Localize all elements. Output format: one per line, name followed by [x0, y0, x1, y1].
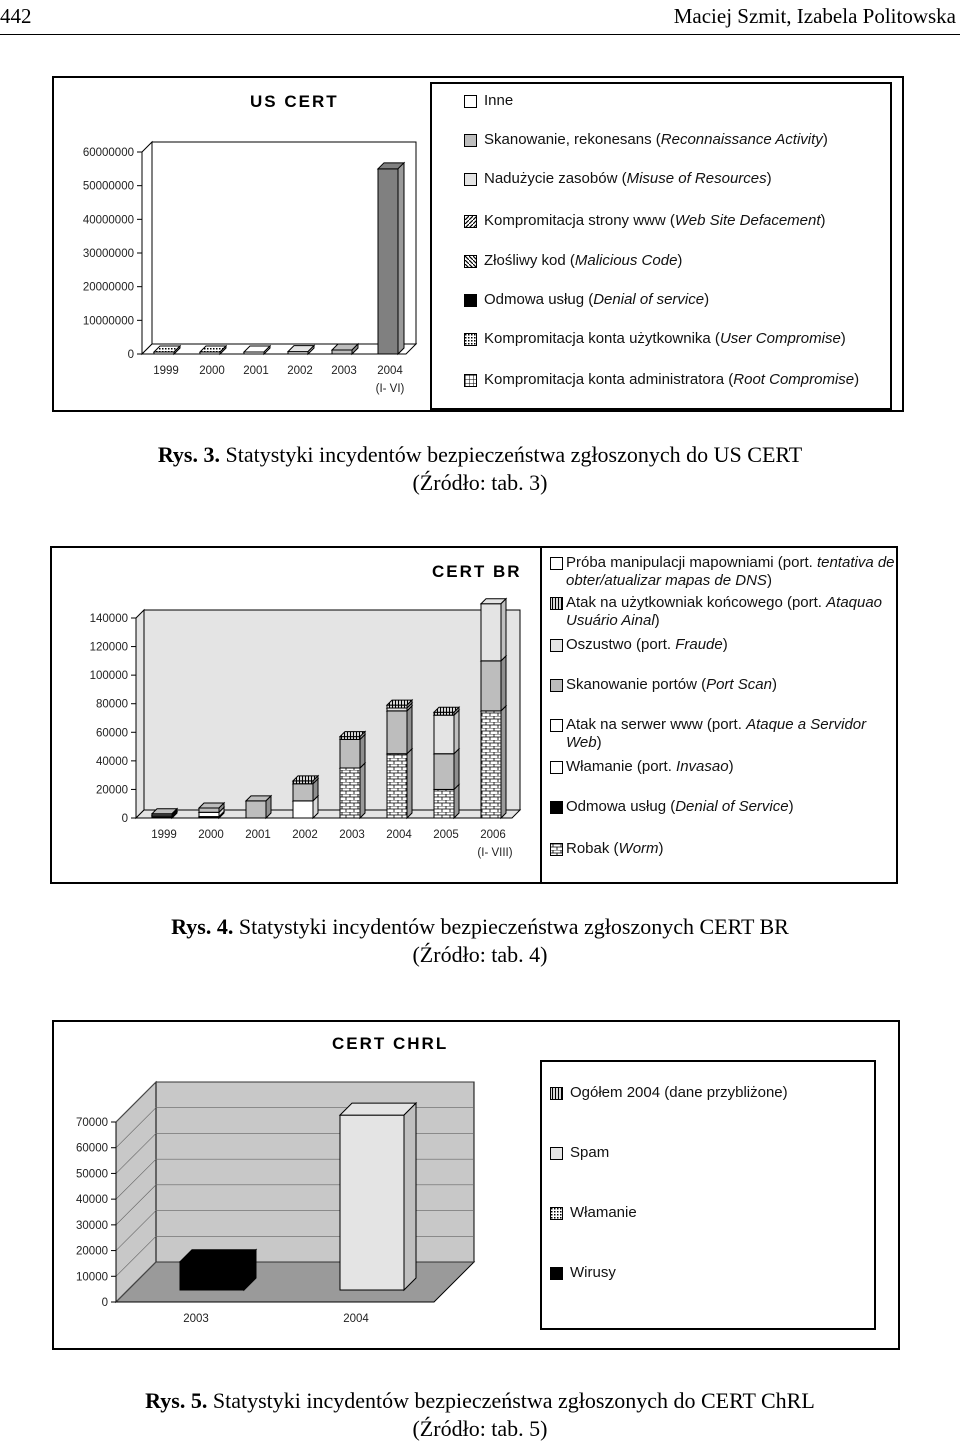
legend-label: Skanowanie portów (Port Scan) [566, 676, 777, 693]
bar-2002 [293, 776, 318, 818]
caption-label: Rys. 5. [145, 1388, 208, 1413]
swatch-fill [551, 1148, 562, 1159]
legend-label: Wirusy [570, 1264, 616, 1281]
bar-side [501, 599, 506, 661]
legend-label: Oszustwo (port. Fraude) [566, 636, 728, 653]
legend-swatch [550, 761, 563, 774]
swatch-fill [551, 1088, 562, 1099]
bar-face [332, 350, 352, 354]
figure-caption-4 [0, 914, 960, 940]
y-tick-label: 100000 [89, 670, 128, 683]
bar-side [454, 710, 459, 754]
x-tick-label: 2002 [287, 365, 313, 377]
x-tick-sublabel: (I- VIII) [477, 847, 513, 859]
floor [116, 1262, 474, 1302]
bar-side [454, 749, 459, 790]
bar-face [387, 711, 407, 754]
legend-swatch [550, 843, 563, 856]
y-tick-label: 20000 [96, 784, 128, 797]
x-tick-label: 2003 [339, 829, 365, 841]
bar-face [199, 808, 219, 812]
swatch-rect [551, 640, 562, 651]
bar-2003 [332, 344, 358, 354]
legend-swatch [464, 134, 477, 147]
caption-text: Statystyki incydentów bezpieczeństwa zgłoszonych CERT BR [238, 914, 789, 939]
y-tick-label: 60000 [96, 727, 128, 740]
swatch-fill [551, 720, 562, 731]
legend-label: Kompromitacja konta użytkownika (User Compromise) [484, 330, 846, 347]
bar-side [407, 706, 412, 754]
swatch-fill [465, 216, 476, 227]
legend-label: Atak na użytkowniak końcowego (port. Ataquao Usuário Ainal) [566, 594, 883, 629]
y-tick-label: 10000 [76, 1271, 108, 1284]
caption-text: Statystyki incydentów bezpieczeństwa zgłoszonych do US CERT [225, 442, 803, 467]
y-tick-label: 140000 [89, 613, 128, 625]
swatch-fill [465, 334, 476, 345]
legend-swatch [550, 639, 563, 652]
legend-swatch [550, 679, 563, 692]
swatch-fill [551, 558, 562, 569]
swatch-rect [551, 1208, 562, 1219]
legend-swatch [550, 1147, 563, 1160]
x-tick-label: 2002 [292, 829, 318, 841]
y-tick-label: 40000 [76, 1194, 108, 1207]
bar-2003 [180, 1250, 256, 1290]
bar-side [501, 656, 506, 711]
swatch-rect [551, 680, 562, 691]
bar-face [481, 661, 501, 711]
swatch-rect [551, 598, 562, 609]
bar-side [501, 706, 506, 818]
swatch-fill [465, 375, 476, 386]
y-tick-label: 20000000 [82, 281, 134, 294]
legend-label: Atak na serwer www (port. Ataque a Servidor Web) [566, 716, 867, 751]
floor [136, 810, 520, 818]
y-tick-label: 30000 [76, 1219, 108, 1232]
legend-swatch [464, 374, 477, 387]
y-tick-label: 60000000 [82, 147, 134, 159]
bar-face [199, 812, 219, 816]
legend-label: Włamanie (port. Invasao) [566, 758, 734, 775]
legend-swatch [464, 95, 477, 108]
swatch-rect [465, 96, 476, 107]
chart-title: US CERT [250, 92, 339, 111]
swatch-rect [465, 334, 476, 345]
legend-swatch [464, 215, 477, 228]
swatch-fill [465, 295, 476, 306]
figure-source-5: (Źródło: tab. 5) [412, 1416, 548, 1441]
x-tick-label: 2000 [199, 365, 225, 377]
y-tick-label: 60000 [76, 1142, 108, 1155]
x-tick-label: 2004 [343, 1313, 369, 1325]
legend-label: Skanowanie, rekonesans (Reconnaissance Activity) [484, 131, 828, 148]
legend-swatch [550, 557, 563, 570]
x-tick-label: 2005 [433, 829, 459, 841]
floor [142, 344, 416, 354]
figure-cert-br [50, 546, 898, 884]
running-authors: Maciej Szmit, Izabela Politowska [673, 4, 956, 28]
y-tick-label: 120000 [89, 641, 128, 654]
bar-top [340, 1103, 416, 1115]
swatch-fill [551, 640, 562, 651]
bar-face [180, 1262, 244, 1290]
y-tick-label: 30000000 [82, 248, 134, 260]
chart-title: CERT CHRL [332, 1034, 449, 1053]
y-tick-label: 40000 [96, 755, 128, 768]
swatch-fill [465, 135, 476, 146]
legend-swatch [550, 801, 563, 814]
y-tick-label: 80000 [96, 698, 128, 711]
legend-label: Złośliwy kod (Malicious Code) [484, 252, 683, 269]
x-tick-label: 2004 [386, 829, 412, 841]
legend-swatch [464, 333, 477, 346]
legend-cert-br [540, 546, 898, 884]
bar-side [454, 784, 459, 818]
bar-2005 [434, 707, 459, 818]
swatch-rect [465, 256, 476, 267]
legend-swatch [464, 173, 477, 186]
bar-top [180, 1250, 256, 1262]
y-tick-label: 50000000 [82, 180, 134, 193]
legend-swatch [550, 1207, 563, 1220]
bar-face [434, 715, 454, 754]
x-tick-label: 1999 [153, 365, 179, 377]
y-tick-label: 10000000 [82, 315, 134, 328]
y-tick-label: 0 [121, 813, 128, 825]
bar-face [481, 711, 501, 818]
legend-swatch [464, 294, 477, 307]
figure-caption-3 [0, 442, 960, 468]
side-wall [142, 142, 152, 354]
swatch-fill [551, 802, 562, 813]
swatch-fill [551, 762, 562, 773]
swatch-rect [551, 1268, 562, 1279]
page-header [0, 0, 960, 35]
bar-face [378, 169, 398, 354]
bar-face [481, 604, 501, 661]
bar-side [407, 749, 412, 818]
back-wall [144, 610, 520, 810]
bar-face [340, 739, 360, 768]
swatch-rect [465, 135, 476, 146]
bar-face [434, 789, 454, 818]
swatch-fill [465, 96, 476, 107]
figure-cert-chrl [52, 1020, 900, 1350]
x-tick-label: 2003 [331, 365, 357, 377]
legend-swatch [550, 597, 563, 610]
swatch-fill [551, 680, 562, 691]
chart-title: CERT BR [432, 562, 522, 581]
bar-2004 [340, 1103, 416, 1290]
swatch-rect [551, 844, 562, 855]
swatch-fill [551, 598, 562, 609]
swatch-rect [551, 1148, 562, 1159]
bar-2001 [246, 796, 271, 818]
bar-face [340, 1115, 404, 1290]
legend-label: Włamanie [570, 1204, 637, 1221]
bar-side [398, 163, 404, 354]
legend-label: Inne [484, 92, 514, 109]
swatch-rect [551, 558, 562, 569]
x-tick-label: 2001 [243, 365, 269, 377]
legend-cert-chrl [540, 1060, 876, 1330]
bar-side [360, 763, 365, 818]
legend-label: Odmowa usług (Denial of Service) [566, 798, 794, 815]
swatch-rect [465, 216, 476, 227]
swatch-rect [551, 720, 562, 731]
legend-label: Ogółem 2004 (dane przybliżone) [570, 1084, 788, 1101]
x-tick-sublabel: (I- VI) [375, 383, 405, 395]
swatch-rect [465, 174, 476, 185]
caption-label: Rys. 4. [171, 914, 234, 939]
legend-us-cert [430, 82, 892, 410]
figure-source-3: (Źródło: tab. 3) [412, 470, 548, 495]
legend-swatch [550, 719, 563, 732]
x-tick-label: 1999 [151, 829, 177, 841]
swatch-fill [465, 256, 476, 267]
legend-label: Próba manipulacji mapowniami (port. tentativa de obter/atualizar mapas de DNS) [566, 554, 895, 589]
y-tick-label: 20000 [76, 1245, 108, 1258]
legend-label: Robak (Worm) [566, 840, 664, 857]
x-tick-label: 2001 [245, 829, 271, 841]
bar-2004 [378, 163, 404, 354]
swatch-rect [551, 1088, 562, 1099]
y-tick-label: 50000 [76, 1168, 108, 1181]
y-tick-label: 0 [101, 1297, 108, 1309]
legend-swatch [464, 255, 477, 268]
legend-label: Nadużycie zasobów (Misuse of Resources) [484, 170, 772, 187]
bar-face [340, 768, 360, 818]
x-tick-label: 2004 [377, 365, 403, 377]
swatch-rect [551, 762, 562, 773]
bar-2004 [387, 700, 412, 818]
swatch-rect [465, 375, 476, 386]
legend-label: Kompromitacja konta administratora (Root Compromise) [484, 371, 860, 388]
swatch-fill [465, 174, 476, 185]
y-tick-label: 70000 [76, 1117, 108, 1129]
swatch-fill [551, 1208, 562, 1219]
back-wall [156, 1082, 474, 1262]
bar-1999 [152, 809, 177, 818]
bar-2006 [481, 599, 506, 818]
bar-side [404, 1103, 416, 1290]
bar-face [293, 784, 313, 801]
swatch-rect [551, 802, 562, 813]
x-tick-label: 2000 [198, 829, 224, 841]
figure-source-4: (Źródło: tab. 4) [412, 942, 548, 967]
bar-side [360, 734, 365, 768]
caption-label: Rys. 3. [157, 442, 220, 467]
bar-face [387, 754, 407, 818]
x-tick-label: 2003 [183, 1313, 209, 1325]
y-tick-label: 0 [127, 349, 134, 361]
page-number: 442 [0, 4, 32, 28]
bar-face [434, 754, 454, 790]
side-wall [136, 610, 144, 818]
bar-face [293, 801, 313, 818]
bar-2000 [199, 803, 224, 818]
swatch-rect [465, 295, 476, 306]
back-wall [152, 142, 416, 344]
caption-text: Statystyki incydentów bezpieczeństwa zgłoszonych do CERT ChRL [212, 1388, 815, 1413]
legend-swatch [550, 1087, 563, 1100]
swatch-fill [551, 844, 562, 855]
figure-us-cert [52, 76, 904, 412]
y-tick-label: 40000000 [82, 214, 134, 227]
legend-label: Kompromitacja strony www (Web Site Defacement) [484, 212, 826, 229]
figure-caption-5 [0, 1388, 960, 1414]
legend-label: Odmowa usług (Denial of service) [484, 291, 710, 308]
bar-face [246, 801, 266, 818]
legend-swatch [550, 1267, 563, 1280]
bar-2003 [340, 732, 365, 818]
legend-label: Spam [570, 1144, 610, 1161]
x-tick-label: 2006 [480, 829, 506, 841]
swatch-fill [551, 1268, 562, 1279]
